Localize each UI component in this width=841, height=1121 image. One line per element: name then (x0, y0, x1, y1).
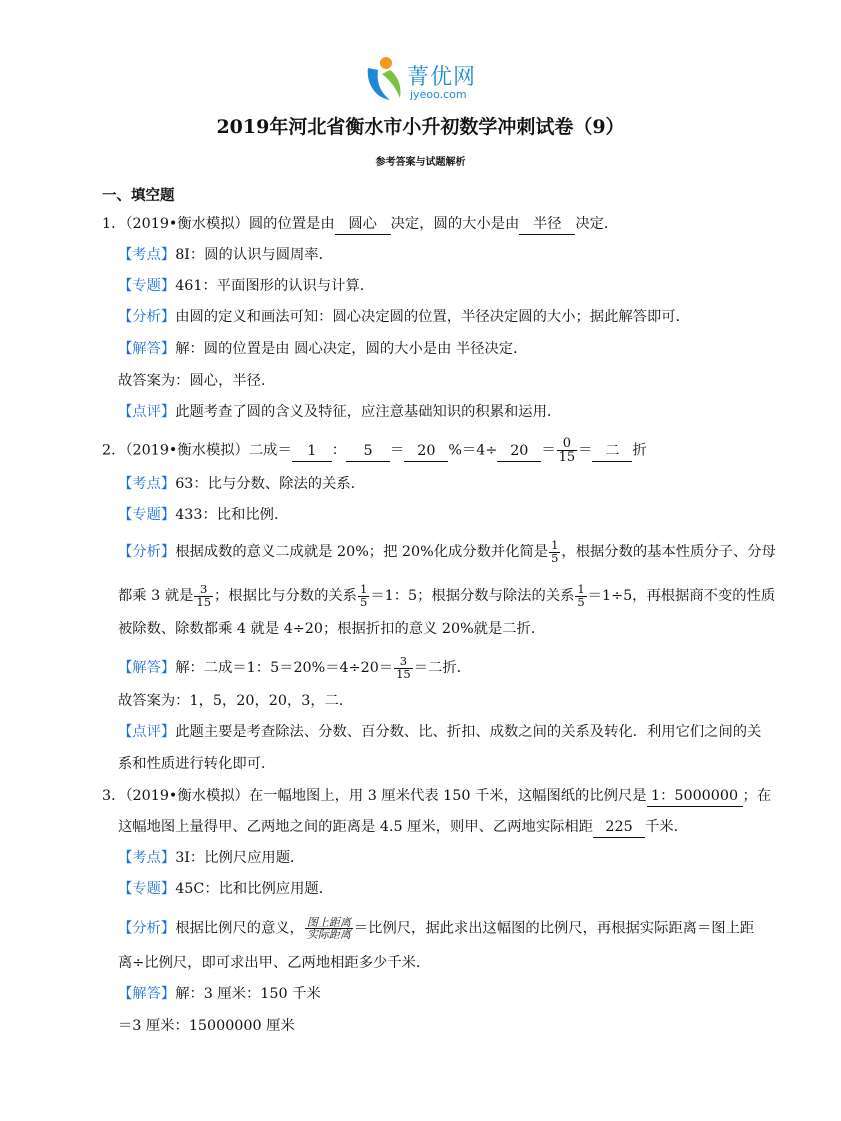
q1-jieda: 【解答】解：圆的位置是由 圆心决定，圆的大小是由 半径决定． (118, 341, 528, 357)
q3-fenxi-line1: 【分析】根据比例尺的意义， $\frac{\text{图上距离}}{\text{实际距离}}$ ＝比例尺，据此求出这幅图的比例尺，再根据实际距离＝图上距 (118, 916, 755, 941)
logo-name: 菁优网 (407, 65, 477, 90)
q3-kaodian: 【考点】3I：比例尺应用题． (118, 850, 305, 866)
q1-fenxi: 【分析】由圆的定义和画法可知：圆心决定圆的位置，半径决定圆的大小；据此解答即可． (118, 309, 690, 325)
q3-zhuanti: 【专题】45C：比和比例应用题． (118, 881, 333, 897)
q3-blank-1: 1：5000000 (647, 786, 743, 807)
fraction: $\frac{\text{图上距离}}{\text{实际距离}}$ (306, 916, 351, 941)
fraction: $\frac{3}{15}$ (396, 654, 411, 681)
q3-jieda: 【解答】解：3 厘米：150 千米 (118, 986, 321, 1002)
q1-blank-1: 圆心 (335, 214, 391, 235)
q2-dianping-line1: 【点评】此题主要是考查除法、分数、百分数、比、折扣、成数之间的关系及转化．利用它们之间的关 (118, 724, 762, 740)
fraction: $\frac{3}{15}$ (196, 582, 212, 609)
q2-blank-4: 20 (497, 441, 541, 462)
q3-jieda-line2: ＝3 厘米：15000000 厘米 (118, 1018, 295, 1034)
q2-blank-2: 5 (346, 441, 390, 462)
q1-dianping: 【点评】此题考查了圆的含义及特征，应注意基础知识的积累和运用． (118, 404, 562, 420)
q2-kaodian: 【考点】63：比与分数、除法的关系． (118, 476, 365, 492)
q1-zhuanti: 【专题】461：平面图形的认识与计算． (118, 278, 375, 294)
q3-stem-line2: 这幅地图上量得甲、乙两地之间的距离是 4.5 厘米，则甲、乙两地实际相距 225 千米． (118, 817, 688, 838)
q2-fenxi-line2: 都乘 3 就是 $\frac{3}{15}$ ；根据比与分数的关系 $\frac{1}{5}$ ＝1：5；根据分数与除法的关系 $\frac{1}{5}$ ＝1÷5，再根据商不变的性质 (118, 582, 776, 609)
q2-zhuanti: 【专题】433：比和比例． (118, 507, 289, 523)
q2-answer: 故答案为：1，5，20，20，3，二． (118, 693, 354, 709)
fraction: $\frac{1}{5}$ (359, 582, 368, 609)
q2-dianping-line2: 系和性质进行转化即可． (118, 756, 276, 772)
q2-stem: 2．（2019•衡水模拟）二成＝ 1 ： 5 ＝ 20 %＝4÷ 20 ＝ $\frac{0}{15}$ ＝ 二 折 (102, 436, 647, 465)
q2-blank-3: 20 (404, 441, 448, 462)
q2-fraction-blank: $\frac{0}{15}$ (558, 436, 576, 465)
q3-stem-line1: 3．（2019•衡水模拟）在一幅地图上，用 3 厘米代表 150 千米，这幅图纸的比例尺是 1：5000000 ；在 (102, 786, 771, 807)
q1-answer: 故答案为：圆心，半径． (118, 373, 276, 389)
q2-blank-5: 二 (592, 441, 632, 462)
q3-fenxi-line2: 离÷比例尺，即可求出甲、乙两地相距多少千米． (118, 955, 431, 971)
section-heading: 一、填空题 (102, 187, 175, 204)
fraction: $\frac{1}{5}$ (551, 538, 559, 565)
q1-blank-2: 半径 (519, 214, 575, 235)
q1-kaodian: 【考点】8I：圆的认识与圆周率． (118, 247, 333, 263)
q2-blank-1: 1 (292, 441, 332, 462)
q2-jieda: 【解答】解：二成＝1：5＝20%＝4÷20＝ $\frac{3}{15}$ ＝二折． (118, 654, 471, 681)
fraction: $\frac{1}{5}$ (577, 582, 585, 609)
logo-domain: jyeoo.com (410, 88, 467, 101)
page-subtitle: 参考答案与试题解析 (375, 157, 466, 168)
q3-blank-2: 225 (593, 817, 645, 838)
q2-fenxi-line3: 被除数、除数都乘 4 就是 4÷20；根据折扣的意义 20%就是二折． (118, 621, 546, 637)
page-title: 2019年河北省衡水市小升初数学冲刺试卷（9） (216, 116, 625, 138)
q2-fenxi-line1: 【分析】根据成数的意义二成就是 20%；把 20%化成分数并化简是 $\frac{1}{5}$ ，根据分数的基本性质分子、分母 (118, 538, 776, 565)
q1-stem: 1．（2019•衡水模拟）圆的位置是由 圆心 决定，圆的大小是由 半径 决定． (102, 214, 618, 235)
